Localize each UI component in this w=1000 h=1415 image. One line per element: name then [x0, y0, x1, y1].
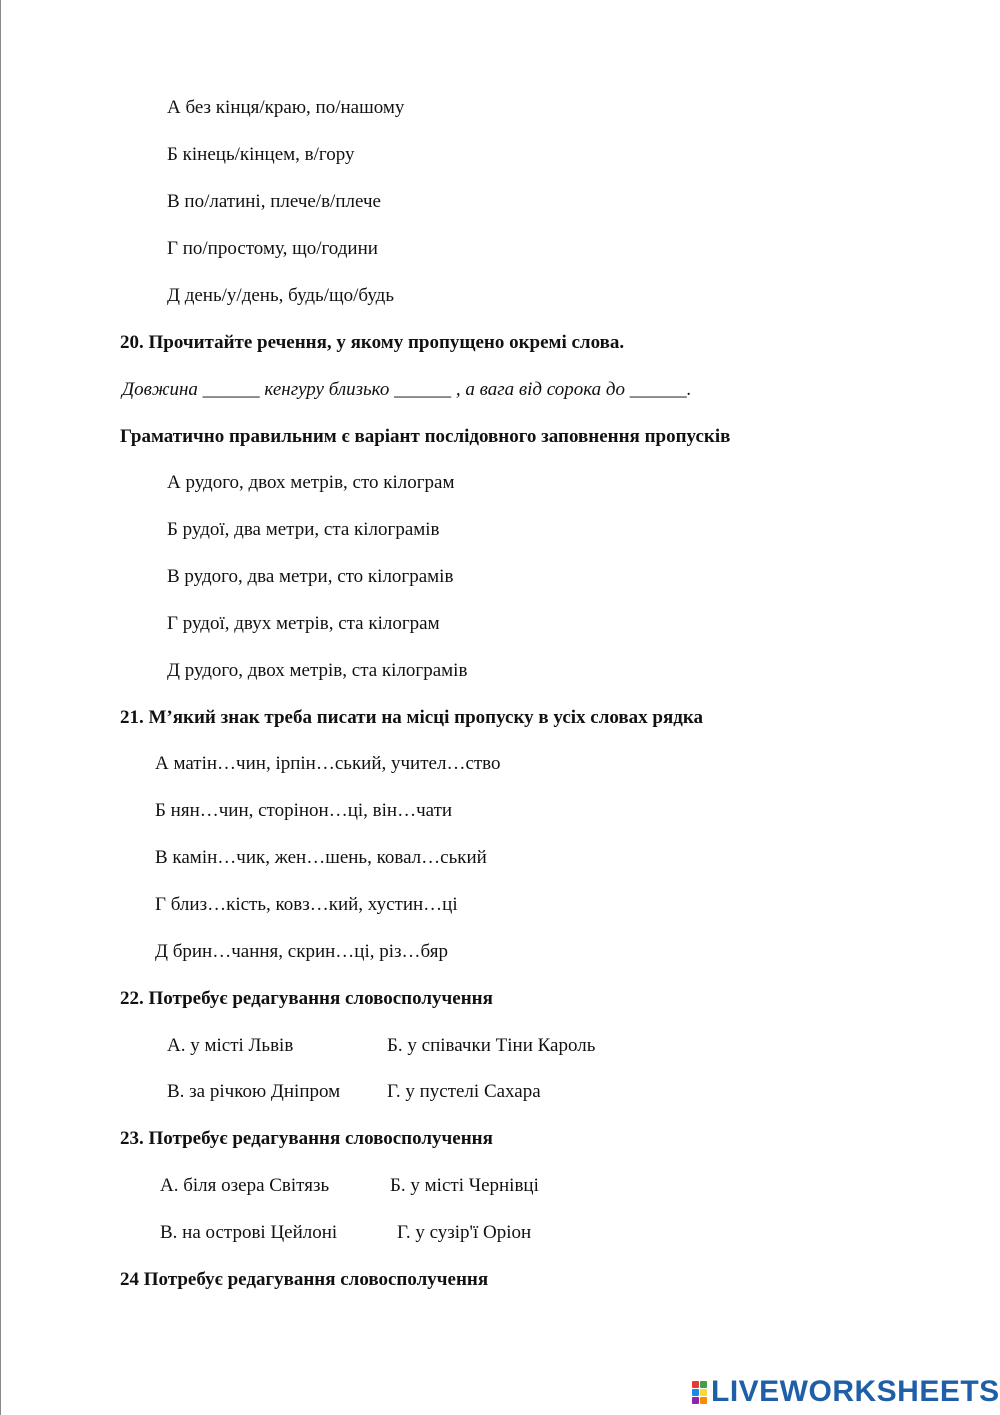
q22-title: 22. Потребує редагування словосполучення: [120, 988, 493, 1009]
q21-option-a[interactable]: А матін…чин, ірпін…ський, учител…ство: [155, 753, 501, 774]
q21-option-b[interactable]: Б нян…чин, сторінон…ці, він…чати: [155, 800, 453, 821]
liveworksheets-logo[interactable]: [692, 1376, 1000, 1408]
q20-option-d[interactable]: Г рудої, двух метрів, ста кілограм: [167, 613, 440, 634]
logo-blocks-icon: [692, 1381, 707, 1404]
q20-option-e[interactable]: Д рудого, двох метрів, ста кілограмів: [167, 660, 468, 681]
q22-option-c[interactable]: В. за річкою Дніпром: [167, 1081, 341, 1102]
page-left-border: [0, 0, 1, 1415]
logo-brand-text: LIVEWORKSHEETS: [711, 1375, 1000, 1408]
q22-option-a[interactable]: А. у місті Львів: [167, 1035, 294, 1056]
q21-title: 21. М’який знак треба писати на місці пропуску в усіх словах рядка: [120, 707, 704, 728]
q19-option-a[interactable]: А без кінця/краю, по/нашому: [167, 97, 405, 118]
q23-option-b[interactable]: Б. у місті Чернівці: [390, 1175, 539, 1196]
q23-title: 23. Потребує редагування словосполучення: [120, 1128, 493, 1149]
logo-block: [700, 1397, 707, 1404]
q19-option-c[interactable]: В по/латині, плече/в/плече: [167, 191, 381, 212]
q22-option-b[interactable]: Б. у співачки Тіни Кароль: [387, 1035, 596, 1056]
logo-block: [692, 1381, 699, 1388]
q20-option-b[interactable]: Б рудої, два метри, ста кілограмів: [167, 519, 440, 540]
logo-block: [700, 1389, 707, 1396]
q19-option-e[interactable]: Д день/у/день, будь/що/будь: [167, 285, 394, 306]
q20-title: 20. Прочитайте речення, у якому пропущено окремі слова.: [120, 332, 625, 353]
q20-instruction: Граматично правильним є варіант послідовного заповнення пропусків: [120, 426, 731, 447]
q24-title: 24 Потребує редагування словосполучення: [120, 1269, 489, 1290]
q20-option-a[interactable]: А рудого, двох метрів, сто кілограм: [167, 472, 455, 493]
q23-option-d[interactable]: Г. у сузір'ї Оріон: [397, 1222, 532, 1243]
q22-option-d[interactable]: Г. у пустелі Сахара: [387, 1081, 541, 1102]
logo-block: [692, 1389, 699, 1396]
q21-option-c[interactable]: В камін…чик, жен…шень, ковал…ський: [155, 847, 487, 868]
q20-option-c[interactable]: В рудого, два метри, сто кілограмів: [167, 566, 454, 587]
logo-block: [700, 1381, 707, 1388]
logo-block: [692, 1397, 699, 1404]
q19-option-d[interactable]: Г по/простому, що/години: [167, 238, 378, 259]
q19-option-b[interactable]: Б кінець/кінцем, в/гору: [167, 144, 355, 165]
q23-option-c[interactable]: В. на острові Цейлоні: [160, 1222, 338, 1243]
q21-option-e[interactable]: Д брин…чання, скрин…ці, різ…бяр: [155, 941, 448, 962]
q23-option-a[interactable]: А. біля озера Світязь: [160, 1175, 330, 1196]
q20-sentence: Довжина ______ кенгуру близько ______ , а вага від сорока до ______.: [122, 379, 692, 400]
q21-option-d[interactable]: Г близ…кість, ковз…кий, хустин…ці: [155, 894, 458, 915]
